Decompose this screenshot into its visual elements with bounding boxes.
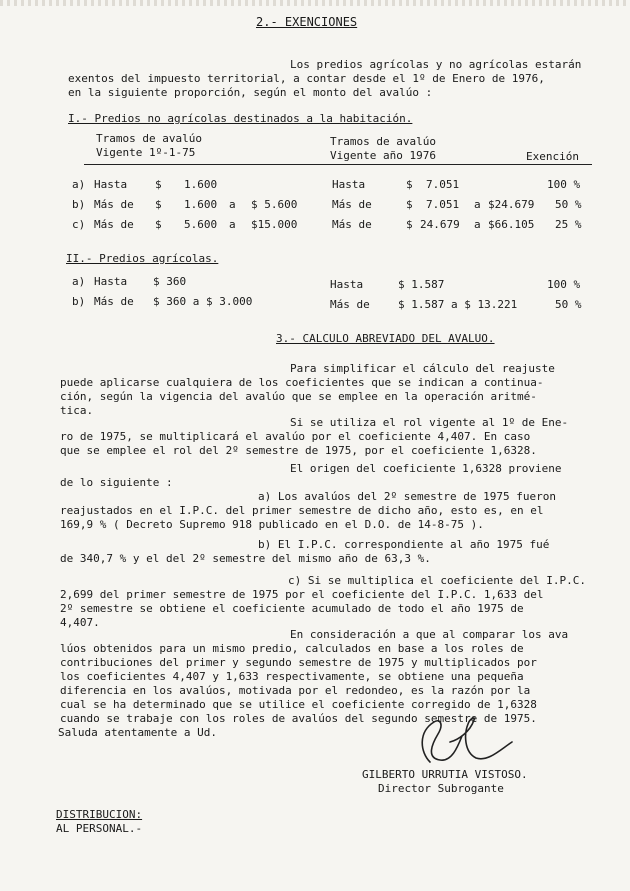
col2-header-line1: Tramos de avalúo [330, 135, 436, 148]
section-3-heading: 3.- CALCULO ABREVIADO DEL AVALUO. [276, 332, 495, 345]
part-2-title: II.- Predios agrícolas. [66, 252, 219, 265]
p4-line-1: En consideración a que al comparar los ava [290, 628, 569, 641]
row-value-2: 7.051 [426, 198, 460, 211]
p1-line-1: Para simplificar el cálculo del reajuste [290, 362, 555, 375]
row-value-1: 5.600 [184, 218, 218, 231]
signer-name: GILBERTO URRUTIA VISTOSO. [362, 768, 528, 781]
row-letter: a) [72, 275, 86, 288]
scan-edge [0, 0, 630, 6]
row-currency-2: $ [406, 218, 413, 231]
p3-line-1: El origen del coeficiente 1,6328 proviene [290, 462, 562, 475]
pa-line-2: reajustados en el I.P.C. del primer semestre de dicho año, esto es, en el [60, 504, 544, 517]
row-value-1: 1.600 [184, 178, 218, 191]
intro-line-1: Los predios agrícolas y no agrícolas estarán [290, 58, 582, 71]
signer-title: Director Subrogante [378, 782, 504, 795]
p4-line-6: cual se ha determinado que se utilice el coeficiente corregido de 1,6328 [60, 698, 537, 711]
row-mid-2: a [474, 198, 481, 211]
row-label: Hasta [94, 178, 128, 191]
row-currency-2: $ [406, 178, 413, 191]
p4-line-7: cuando se trabaje con los roles de avalúos del segundo semestre de 1975. [60, 712, 537, 725]
pb-line-1: b) El I.P.C. correspondiente al año 1975 fué [258, 538, 550, 551]
row-value-2: 7.051 [426, 178, 460, 191]
pa-line-1: a) Los avalúos del 2º semestre de 1975 fueron [258, 490, 557, 503]
row-currency-2: $ [406, 198, 413, 211]
pc-line-1: c) Si se multiplica el coeficiente del I.P.C. [288, 574, 587, 587]
row-exemption: 50 % [555, 298, 582, 311]
row-currency: $ [155, 178, 162, 191]
row-value-2: $ 1.587 a $ 13.221 [398, 298, 518, 311]
row-currency: $ [155, 218, 162, 231]
col3-header: Exención [526, 150, 579, 163]
row-label-2: Hasta [330, 278, 364, 291]
col1-header-line1: Tramos de avalúo [96, 132, 202, 145]
col1-header-line2: Vigente 1º-1-75 [96, 146, 196, 159]
row-letter: a) [72, 178, 86, 191]
handwritten-signature [400, 712, 520, 770]
row-exemption: 50 % [555, 198, 582, 211]
pa-line-3: 169,9 % ( Decreto Supremo 918 publicado en el D.O. de 14-8-75 ). [60, 518, 484, 531]
row-mid: a [229, 198, 236, 211]
row-exemption: 25 % [555, 218, 582, 231]
pc-line-2: 2,699 del primer semestre de 1975 por el coeficiente del I.P.C. 1,633 del [60, 588, 544, 601]
pc-line-3: 2º semestre se obtiene el coeficiente acumulado de todo el año 1975 de [60, 602, 524, 615]
row-currency: $ [155, 198, 162, 211]
row-value: $ 360 a $ 3.000 [153, 295, 253, 308]
row-label: Más de [94, 218, 134, 231]
p4-line-3: contribuciones del primer y segundo semestre de 1975 y multiplicados por [60, 656, 537, 669]
row-exemption: 100 % [547, 278, 581, 291]
row-value-1: 1.600 [184, 198, 218, 211]
p1-line-3: ción, según la vigencia del avalúo que se emplee en la operación aritmé- [60, 390, 537, 403]
p4-line-4: los coeficientes 4,407 y 1,633 respectivamente, se obtiene una pequeña [60, 670, 524, 683]
p2-line-1: Si se utiliza el rol vigente al 1º de Ene- [290, 416, 569, 429]
row-label: Más de [94, 295, 134, 308]
row-letter: b) [72, 295, 86, 308]
row-letter: c) [72, 218, 86, 231]
row-label-2: Más de [332, 198, 372, 211]
col2-header-line2: Vigente año 1976 [330, 149, 436, 162]
p1-line-2: puede aplicarse cualquiera de los coeficientes que se indican a continua- [60, 376, 544, 389]
intro-line-3: en la siguiente proporción, según el monto del avalúo : [68, 86, 433, 99]
p3-line-2: de lo siguiente : [60, 476, 173, 489]
p4-line-5: diferencia en los avalúos, motivada por el redondeo, es la razón por la [60, 684, 531, 697]
row-label-2: Más de [330, 298, 370, 311]
row-value-2: 24.679 [420, 218, 460, 231]
row-value-2b: $66.105 [488, 218, 535, 231]
closing: Saluda atentamente a Ud. [58, 726, 217, 739]
p1-line-4: tica. [60, 404, 94, 417]
row-mid-2: a [474, 218, 481, 231]
section-2-heading: 2.- EXENCIONES [256, 15, 358, 29]
distribution-value: AL PERSONAL.- [56, 822, 143, 835]
pb-line-2: de 340,7 % y el del 2º semestre del mismo año de 63,3 %. [60, 552, 431, 565]
table-header-rule [84, 164, 592, 165]
row-exemption: 100 % [547, 178, 581, 191]
part-1-title-text: I.- Predios no agrícolas destinados a la habitación. [68, 112, 413, 125]
row-label: Más de [94, 198, 134, 211]
row-value-1b: $ 5.600 [251, 198, 298, 211]
intro-line-2: exentos del impuesto territorial, a contar desde el 1º de Enero de 1976, [68, 72, 545, 85]
pc-line-4: 4,407. [60, 616, 100, 629]
row-label-2: Hasta [332, 178, 366, 191]
row-value-2: $ 1.587 [398, 278, 445, 291]
p2-line-2: ro de 1975, se multiplicará el avalúo por el coeficiente 4,407. En caso [60, 430, 531, 443]
row-value: $ 360 [153, 275, 187, 288]
row-label: Hasta [94, 275, 128, 288]
part-1-title [68, 112, 412, 125]
row-mid: a [229, 218, 236, 231]
row-value-2b: $24.679 [488, 198, 535, 211]
p2-line-3: que se emplee el rol del 2º semestre de 1975, por el coeficiente 1,6328. [60, 444, 537, 457]
row-label-2: Más de [332, 218, 372, 231]
row-value-1b: $15.000 [251, 218, 298, 231]
p4-line-2: lúos obtenidos para un mismo predio, calculados en base a los roles de [60, 642, 524, 655]
row-letter: b) [72, 198, 86, 211]
distribution-label: DISTRIBUCION: [56, 808, 143, 821]
